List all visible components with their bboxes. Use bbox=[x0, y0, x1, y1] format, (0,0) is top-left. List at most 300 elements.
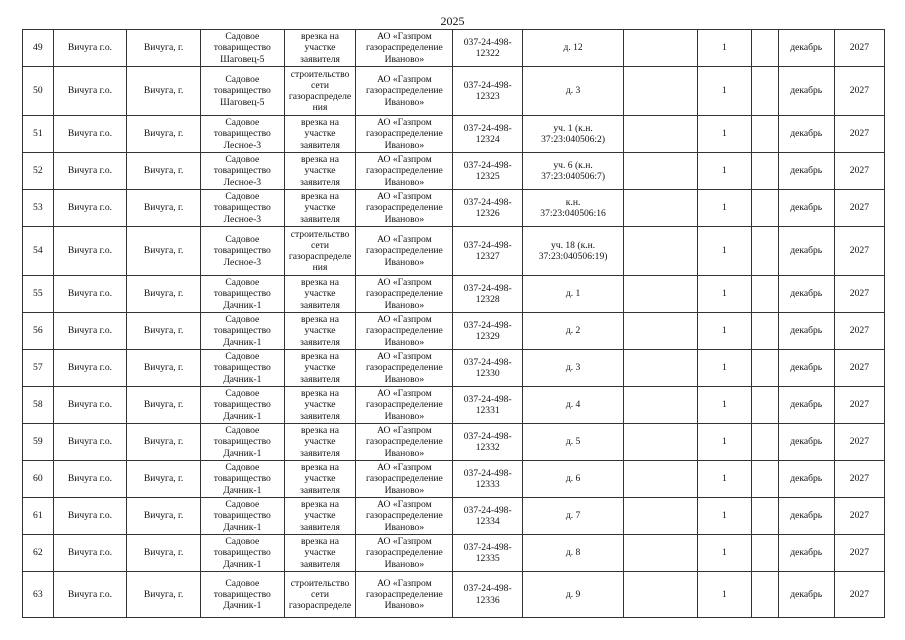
object-cell-line: Садовое bbox=[225, 425, 260, 437]
address-cell-line: уч. 18 (к.н. bbox=[550, 239, 596, 251]
contract-number-cell bbox=[453, 190, 523, 227]
contract-number-cell-line: 037-24-498- bbox=[463, 282, 512, 294]
organization-cell-line: Иваново» bbox=[384, 256, 425, 268]
quantity-cell: 1 bbox=[697, 153, 751, 190]
month-cell: декабрь bbox=[778, 424, 834, 461]
contract-number-cell-line: 12328 bbox=[475, 294, 500, 305]
organization-cell-line: Иваново» bbox=[384, 373, 425, 385]
empty-cell bbox=[624, 350, 698, 387]
work-type-cell bbox=[284, 116, 356, 153]
object-cell-line: Дачник-1 bbox=[223, 521, 262, 533]
organization-cell bbox=[356, 387, 453, 424]
month-cell: декабрь bbox=[778, 276, 834, 313]
address-cell-line: д. 8 bbox=[565, 547, 581, 559]
object-cell-line: Шаговец-5 bbox=[220, 53, 265, 65]
locality-cell: Вичуга, г. bbox=[127, 461, 201, 498]
table-row bbox=[23, 313, 885, 350]
work-type-cell-line: сети bbox=[311, 79, 329, 91]
locality-cell: Вичуга, г. bbox=[127, 67, 201, 116]
contract-number-cell bbox=[453, 116, 523, 153]
object-cell bbox=[200, 424, 284, 461]
contract-number-cell-line: 12334 bbox=[475, 516, 500, 527]
contract-number-cell-line: 12324 bbox=[475, 134, 500, 145]
organization-cell bbox=[356, 498, 453, 535]
organization-cell-line: газораспределение bbox=[365, 362, 443, 374]
row-number-cell: 52 bbox=[23, 153, 54, 190]
work-type-cell bbox=[284, 30, 356, 67]
contract-number-cell-line: 12332 bbox=[475, 442, 500, 453]
page-title: 2025 bbox=[440, 14, 465, 28]
locality-cell: Вичуга, г. bbox=[127, 572, 201, 618]
empty-cell bbox=[751, 227, 778, 276]
address-cell-line: д. 3 bbox=[565, 85, 581, 97]
table-row bbox=[23, 572, 885, 618]
organization-cell-line: АО «Газпром bbox=[377, 462, 432, 474]
work-type-cell bbox=[284, 572, 356, 618]
month-cell: декабрь bbox=[778, 350, 834, 387]
object-cell bbox=[200, 313, 284, 350]
work-type-cell-line: врезка на bbox=[300, 277, 340, 289]
quantity-cell: 1 bbox=[697, 190, 751, 227]
organization-cell bbox=[356, 276, 453, 313]
organization-cell bbox=[356, 572, 453, 618]
contract-number-cell-line: 037-24-498- bbox=[463, 196, 512, 208]
object-cell-line: Дачник-1 bbox=[223, 484, 262, 496]
contract-number-cell bbox=[453, 424, 523, 461]
work-type-cell bbox=[284, 313, 356, 350]
organization-cell bbox=[356, 461, 453, 498]
empty-cell bbox=[751, 67, 778, 116]
object-cell-line: Садовое bbox=[225, 277, 260, 289]
year-cell: 2027 bbox=[834, 30, 884, 67]
work-type-cell-line: заявителя bbox=[300, 139, 340, 151]
locality-cell: Вичуга, г. bbox=[127, 387, 201, 424]
table-row bbox=[23, 30, 885, 67]
table-row bbox=[23, 350, 885, 387]
contract-number-cell bbox=[453, 535, 523, 572]
address-cell-line: д. 6 bbox=[565, 473, 581, 485]
object-cell-line: товарищество bbox=[213, 245, 271, 257]
contract-number-cell-line: 037-24-498- bbox=[463, 356, 512, 368]
work-type-cell-line: заявителя bbox=[300, 410, 340, 422]
organization-cell-line: газораспределение bbox=[365, 588, 443, 600]
empty-cell bbox=[624, 116, 698, 153]
address-cell-line: к.н. bbox=[565, 196, 581, 208]
contract-number-cell-line: 12326 bbox=[475, 208, 500, 219]
object-cell-line: Лесное-3 bbox=[223, 213, 262, 225]
municipality-cell: Вичуга г.о. bbox=[53, 424, 127, 461]
organization-cell bbox=[356, 190, 453, 227]
year-cell: 2027 bbox=[834, 313, 884, 350]
contract-number-cell-line: 12327 bbox=[475, 251, 500, 262]
quantity-cell: 1 bbox=[697, 67, 751, 116]
address-cell-line: д. 5 bbox=[565, 436, 581, 448]
locality-cell: Вичуга, г. bbox=[127, 313, 201, 350]
table-row bbox=[23, 424, 885, 461]
empty-cell bbox=[624, 227, 698, 276]
work-type-cell-line: врезка на bbox=[300, 388, 340, 400]
row-number-cell: 58 bbox=[23, 387, 54, 424]
object-cell-line: Садовое bbox=[225, 117, 260, 129]
object-cell-line: товарищество bbox=[213, 510, 271, 522]
contract-number-cell-line: 12330 bbox=[475, 368, 500, 379]
organization-cell bbox=[356, 153, 453, 190]
object-cell-line: Дачник-1 bbox=[223, 410, 262, 422]
work-type-cell-line: газораспределе bbox=[288, 91, 352, 102]
contract-number-cell-line: 12322 bbox=[475, 48, 500, 59]
quantity-cell: 1 bbox=[697, 30, 751, 67]
locality-cell: Вичуга, г. bbox=[127, 190, 201, 227]
organization-cell-line: АО «Газпром bbox=[377, 31, 432, 43]
object-cell-line: товарищество bbox=[213, 202, 271, 214]
organization-cell-line: АО «Газпром bbox=[377, 577, 432, 589]
work-type-cell-line: врезка на bbox=[300, 536, 340, 548]
work-type-cell-line: участке bbox=[304, 325, 336, 337]
year-cell: 2027 bbox=[834, 350, 884, 387]
organization-cell-line: Иваново» bbox=[384, 410, 425, 422]
organization-cell-line: АО «Газпром bbox=[377, 351, 432, 363]
contract-number-cell-line: 037-24-498- bbox=[463, 504, 512, 516]
object-cell-line: товарищество bbox=[213, 362, 271, 374]
row-number-cell: 61 bbox=[23, 498, 54, 535]
organization-cell-line: Иваново» bbox=[384, 336, 425, 348]
municipality-cell: Вичуга г.о. bbox=[53, 30, 127, 67]
work-type-cell-line: врезка на bbox=[300, 462, 340, 474]
address-cell-line: 37:23:040506:7) bbox=[541, 171, 606, 182]
object-cell-line: Садовое bbox=[225, 351, 260, 363]
organization-cell bbox=[356, 116, 453, 153]
work-type-cell bbox=[284, 350, 356, 387]
object-cell bbox=[200, 387, 284, 424]
object-cell bbox=[200, 350, 284, 387]
contract-number-cell-line: 12333 bbox=[475, 479, 500, 490]
work-type-cell-line: врезка на bbox=[300, 314, 340, 326]
organization-cell bbox=[356, 30, 453, 67]
row-number-cell: 53 bbox=[23, 190, 54, 227]
address-cell bbox=[522, 535, 623, 572]
contract-number-cell-line: 037-24-498- bbox=[463, 430, 512, 442]
locality-cell: Вичуга, г. bbox=[127, 535, 201, 572]
year-cell: 2027 bbox=[834, 535, 884, 572]
year-cell: 2027 bbox=[834, 227, 884, 276]
empty-cell bbox=[751, 116, 778, 153]
locality-cell: Вичуга, г. bbox=[127, 276, 201, 313]
address-cell-line: д. 3 bbox=[565, 362, 581, 374]
contract-number-cell-line: 12325 bbox=[475, 171, 500, 182]
object-cell bbox=[200, 30, 284, 67]
table-row bbox=[23, 498, 885, 535]
municipality-cell: Вичуга г.о. bbox=[53, 153, 127, 190]
contract-number-cell bbox=[453, 461, 523, 498]
work-type-cell-line: заявителя bbox=[300, 558, 340, 570]
work-type-cell-line: заявителя bbox=[300, 447, 340, 459]
object-cell-line: товарищество bbox=[213, 399, 271, 411]
object-cell-line: товарищество bbox=[213, 85, 271, 97]
work-type-cell-line: заявителя bbox=[300, 53, 340, 65]
work-type-cell-line: участке bbox=[304, 288, 336, 300]
year-cell: 2027 bbox=[834, 424, 884, 461]
year-cell: 2027 bbox=[834, 116, 884, 153]
work-type-cell-line: врезка на bbox=[300, 191, 340, 203]
empty-cell bbox=[624, 387, 698, 424]
organization-cell-line: АО «Газпром bbox=[377, 191, 432, 203]
object-cell-line: Садовое bbox=[225, 462, 260, 474]
organization-cell-line: АО «Газпром bbox=[377, 499, 432, 511]
object-cell bbox=[200, 227, 284, 276]
empty-cell bbox=[624, 30, 698, 67]
empty-cell bbox=[751, 498, 778, 535]
quantity-cell: 1 bbox=[697, 461, 751, 498]
organization-cell bbox=[356, 350, 453, 387]
work-type-cell-line: врезка на bbox=[300, 117, 340, 129]
organization-cell-line: Иваново» bbox=[384, 521, 425, 533]
table-row bbox=[23, 153, 885, 190]
contract-number-cell bbox=[453, 67, 523, 116]
address-cell bbox=[522, 350, 623, 387]
contract-number-cell-line: 12329 bbox=[475, 331, 500, 342]
address-cell-line: уч. 1 (к.н. bbox=[553, 122, 593, 134]
month-cell: декабрь bbox=[778, 190, 834, 227]
contract-number-cell-line: 037-24-498- bbox=[463, 541, 512, 553]
work-type-cell-line: участке bbox=[304, 202, 336, 214]
work-type-cell-line: участке bbox=[304, 362, 336, 374]
organization-cell-line: газораспределение bbox=[365, 547, 443, 559]
municipality-cell: Вичуга г.о. bbox=[53, 350, 127, 387]
year-cell: 2027 bbox=[834, 498, 884, 535]
contract-number-cell-line: 037-24-498- bbox=[463, 159, 512, 171]
year-cell: 2027 bbox=[834, 461, 884, 498]
object-cell-line: Садовое bbox=[225, 388, 260, 400]
object-cell-line: Садовое bbox=[225, 536, 260, 548]
object-cell-line: Дачник-1 bbox=[223, 558, 262, 570]
table-row bbox=[23, 190, 885, 227]
empty-cell bbox=[751, 313, 778, 350]
object-cell-line: Шаговец-5 bbox=[220, 96, 265, 108]
row-number-cell: 54 bbox=[23, 227, 54, 276]
organization-cell-line: газораспределение bbox=[365, 436, 443, 448]
table-row bbox=[23, 461, 885, 498]
empty-cell bbox=[624, 153, 698, 190]
address-cell-line: д. 7 bbox=[565, 510, 581, 522]
month-cell: декабрь bbox=[778, 387, 834, 424]
contract-number-cell-line: 037-24-498- bbox=[463, 319, 512, 331]
object-cell-line: товарищество bbox=[213, 436, 271, 448]
quantity-cell: 1 bbox=[697, 498, 751, 535]
object-cell-line: Дачник-1 bbox=[223, 299, 262, 311]
organization-cell-line: АО «Газпром bbox=[377, 314, 432, 326]
empty-cell bbox=[624, 67, 698, 116]
quantity-cell: 1 bbox=[697, 313, 751, 350]
locality-cell: Вичуга, г. bbox=[127, 30, 201, 67]
work-type-cell bbox=[284, 461, 356, 498]
organization-cell-line: Иваново» bbox=[384, 213, 425, 225]
organization-cell-line: Иваново» bbox=[384, 96, 425, 108]
contract-number-cell-line: 037-24-498- bbox=[463, 393, 512, 405]
work-type-cell-line: участке bbox=[304, 128, 336, 140]
address-cell bbox=[522, 30, 623, 67]
object-cell-line: товарищество bbox=[213, 547, 271, 559]
address-cell-line: уч. 6 (к.н. bbox=[553, 159, 593, 171]
table-row bbox=[23, 116, 885, 153]
work-type-cell-line: газораспределе bbox=[288, 600, 352, 612]
object-cell-line: Садовое bbox=[225, 499, 260, 511]
address-cell bbox=[522, 276, 623, 313]
address-cell bbox=[522, 387, 623, 424]
organization-cell-line: Иваново» bbox=[384, 484, 425, 496]
contract-number-cell bbox=[453, 313, 523, 350]
address-cell bbox=[522, 190, 623, 227]
contract-number-cell bbox=[453, 227, 523, 276]
organization-cell-line: АО «Газпром bbox=[377, 117, 432, 129]
month-cell: декабрь bbox=[778, 153, 834, 190]
object-cell-line: товарищество bbox=[213, 42, 271, 54]
year-cell: 2027 bbox=[834, 67, 884, 116]
month-cell: декабрь bbox=[778, 535, 834, 572]
row-number-cell: 50 bbox=[23, 67, 54, 116]
work-type-cell-line: участке bbox=[304, 547, 336, 559]
empty-cell bbox=[624, 313, 698, 350]
organization-cell-line: Иваново» bbox=[384, 447, 425, 459]
organization-cell-line: АО «Газпром bbox=[377, 154, 432, 166]
month-cell: декабрь bbox=[778, 30, 834, 67]
work-type-cell-line: врезка на bbox=[300, 499, 340, 511]
empty-cell bbox=[751, 30, 778, 67]
object-cell bbox=[200, 276, 284, 313]
work-type-cell-line: врезка на bbox=[300, 154, 340, 166]
year-cell: 2027 bbox=[834, 387, 884, 424]
object-cell bbox=[200, 153, 284, 190]
address-cell bbox=[522, 572, 623, 618]
empty-cell bbox=[751, 535, 778, 572]
work-type-cell-line: участке bbox=[304, 510, 336, 522]
work-type-cell-line: заявителя bbox=[300, 299, 340, 311]
address-cell bbox=[522, 116, 623, 153]
municipality-cell: Вичуга г.о. bbox=[53, 227, 127, 276]
organization-cell-line: газораспределение bbox=[365, 399, 443, 411]
object-cell-line: Садовое bbox=[225, 234, 260, 246]
contract-number-cell bbox=[453, 153, 523, 190]
quantity-cell: 1 bbox=[697, 227, 751, 276]
municipality-cell: Вичуга г.о. bbox=[53, 498, 127, 535]
contract-number-cell-line: 037-24-498- bbox=[463, 467, 512, 479]
work-type-cell-line: участке bbox=[304, 436, 336, 448]
empty-cell bbox=[624, 276, 698, 313]
object-cell-line: Садовое bbox=[225, 191, 260, 203]
contract-number-cell-line: 037-24-498- bbox=[463, 122, 512, 134]
municipality-cell: Вичуга г.о. bbox=[53, 67, 127, 116]
month-cell: декабрь bbox=[778, 498, 834, 535]
quantity-cell: 1 bbox=[697, 276, 751, 313]
work-type-cell-line: строительство bbox=[290, 577, 350, 589]
object-cell-line: Дачник-1 bbox=[223, 447, 262, 459]
address-cell bbox=[522, 153, 623, 190]
empty-cell bbox=[624, 498, 698, 535]
locality-cell: Вичуга, г. bbox=[127, 424, 201, 461]
address-cell bbox=[522, 461, 623, 498]
address-cell bbox=[522, 424, 623, 461]
locality-cell: Вичуга, г. bbox=[127, 227, 201, 276]
work-type-cell bbox=[284, 535, 356, 572]
empty-cell bbox=[751, 276, 778, 313]
work-type-cell-line: заявителя bbox=[300, 176, 340, 188]
contract-number-cell-line: 037-24-498- bbox=[463, 583, 512, 595]
organization-cell-line: Иваново» bbox=[384, 176, 425, 188]
organization-cell-line: Иваново» bbox=[384, 53, 425, 65]
address-cell-line: д. 1 bbox=[565, 288, 581, 300]
empty-cell bbox=[751, 424, 778, 461]
work-type-cell bbox=[284, 387, 356, 424]
object-cell bbox=[200, 572, 284, 618]
object-cell bbox=[200, 190, 284, 227]
object-cell-line: товарищество bbox=[213, 128, 271, 140]
object-cell-line: Лесное-3 bbox=[223, 139, 262, 151]
work-type-cell-line: ния bbox=[312, 262, 328, 274]
work-type-cell bbox=[284, 276, 356, 313]
address-cell-line: 37:23:040506:16 bbox=[540, 208, 606, 219]
organization-cell-line: газораспределение bbox=[365, 42, 443, 54]
organization-cell-line: АО «Газпром bbox=[377, 234, 432, 246]
work-type-cell-line: участке bbox=[304, 473, 336, 485]
object-cell-line: Садовое bbox=[225, 577, 260, 589]
organization-cell-line: Иваново» bbox=[384, 139, 425, 151]
month-cell: декабрь bbox=[778, 227, 834, 276]
work-type-cell-line: врезка на bbox=[300, 31, 340, 43]
work-type-cell-line: строительство bbox=[290, 228, 350, 240]
address-cell bbox=[522, 67, 623, 116]
contract-number-cell bbox=[453, 30, 523, 67]
table-row bbox=[23, 227, 885, 276]
object-cell-line: Дачник-1 bbox=[223, 600, 262, 612]
object-cell-line: Садовое bbox=[225, 31, 260, 43]
row-number-cell: 62 bbox=[23, 535, 54, 572]
row-number-cell: 51 bbox=[23, 116, 54, 153]
address-cell bbox=[522, 313, 623, 350]
year-cell: 2027 bbox=[834, 572, 884, 618]
object-cell bbox=[200, 67, 284, 116]
address-cell-line: д. 9 bbox=[565, 588, 581, 600]
work-type-cell bbox=[284, 190, 356, 227]
object-cell-line: товарищество bbox=[213, 165, 271, 177]
locality-cell: Вичуга, г. bbox=[127, 350, 201, 387]
work-type-cell-line: сети bbox=[311, 239, 329, 251]
contract-number-cell-line: 037-24-498- bbox=[463, 79, 512, 91]
month-cell: декабрь bbox=[778, 313, 834, 350]
year-cell: 2027 bbox=[834, 276, 884, 313]
work-type-cell bbox=[284, 424, 356, 461]
work-type-cell-line: заявителя bbox=[300, 521, 340, 533]
locality-cell: Вичуга, г. bbox=[127, 153, 201, 190]
object-cell-line: товарищество bbox=[213, 325, 271, 337]
organization-cell-line: АО «Газпром bbox=[377, 388, 432, 400]
locality-cell: Вичуга, г. bbox=[127, 498, 201, 535]
address-cell-line: 37:23:040506:2) bbox=[541, 134, 606, 145]
contract-number-cell bbox=[453, 498, 523, 535]
table-row bbox=[23, 67, 885, 116]
object-cell-line: товарищество bbox=[213, 473, 271, 485]
municipality-cell: Вичуга г.о. bbox=[53, 276, 127, 313]
organization-cell-line: Иваново» bbox=[384, 558, 425, 570]
municipality-cell: Вичуга г.о. bbox=[53, 190, 127, 227]
contract-number-cell bbox=[453, 350, 523, 387]
work-type-cell-line: газораспределе bbox=[288, 251, 352, 262]
empty-cell bbox=[624, 190, 698, 227]
object-cell-line: Садовое bbox=[225, 74, 260, 86]
table-row bbox=[23, 535, 885, 572]
municipality-cell: Вичуга г.о. bbox=[53, 313, 127, 350]
organization-cell-line: АО «Газпром bbox=[377, 425, 432, 437]
object-cell bbox=[200, 498, 284, 535]
empty-cell bbox=[751, 350, 778, 387]
